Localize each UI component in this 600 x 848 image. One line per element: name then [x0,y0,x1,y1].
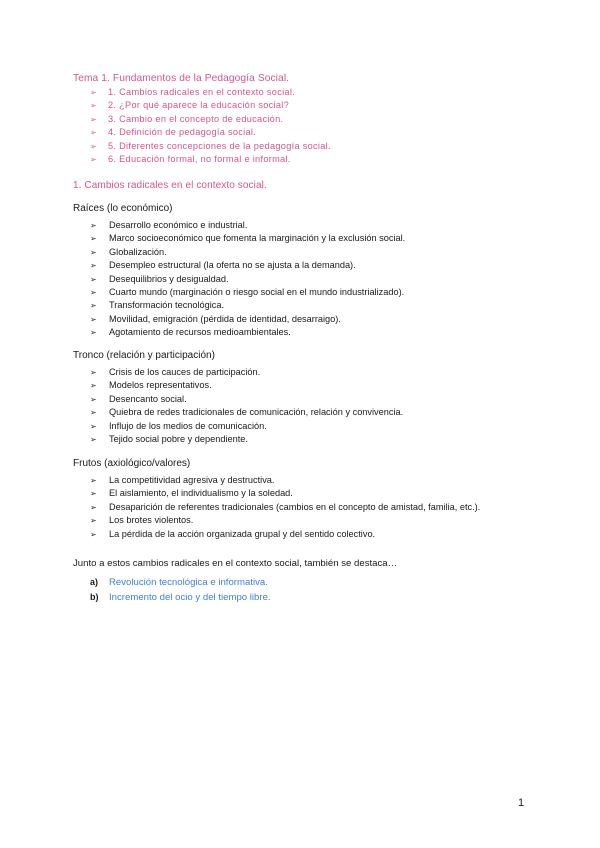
toc-item[interactable]: ➢ 6. Educación formal, no formal e informal. [90,153,331,166]
toc-list [90,86,331,166]
arrow-bullet-icon: ➢ [90,381,97,391]
list-item: ➢ Desarrollo económico e industrial. [90,219,405,232]
bullet-list-frutos [90,474,480,541]
list-item: ➢ Crisis de los cauces de participación. [90,366,403,379]
list-item: ➢ Globalización. [90,246,405,259]
list-item: ➢ La competitividad agresiva y destructiva. [90,474,480,487]
list-item: ➢ Los brotes violentos. [90,514,480,527]
arrow-bullet-icon: ➢ [90,155,98,165]
list-item: ➢ La pérdida de la acción organizada grupal y del sentido colectivo. [90,528,480,541]
arrow-bullet-icon: ➢ [90,301,97,311]
alpha-text: Incremento del ocio y del tiempo libre. [109,592,271,604]
list-item: ➢ Agotamiento de recursos medioambientales. [90,326,405,339]
toc-title: Tema 1. Fundamentos de la Pedagogía Social. [73,73,290,84]
list-item: ➢ Desencanto social. [90,393,403,406]
arrow-bullet-icon: ➢ [90,261,97,271]
arrow-bullet-icon: ➢ [90,141,98,151]
page-number: 1 [518,797,525,809]
section-title: 1. Cambios radicales en el contexto social. [73,180,267,191]
toc-item[interactable]: ➢ 1. Cambios radicales en el contexto social. [90,86,331,99]
group-title-tronco: Tronco (relación y participación) [73,350,215,361]
arrow-bullet-icon: ➢ [90,502,97,512]
group-title-frutos: Frutos (axiológico/valores) [73,458,191,469]
list-item: ➢ Transformación tecnológica. [90,299,405,312]
group-title-raices: Raíces (lo económico) [73,203,173,214]
arrow-bullet-icon: ➢ [90,128,98,138]
closing-paragraph: Junto a estos cambios radicales en el contexto social, también se destaca… [73,558,398,569]
arrow-bullet-icon: ➢ [90,476,97,485]
list-item: ➢ Tejido social pobre y dependiente. [90,433,403,446]
alpha-item [90,575,271,590]
arrow-bullet-icon: ➢ [90,529,97,539]
arrow-bullet-icon: ➢ [90,328,97,338]
alpha-list [90,575,271,605]
alpha-text: Revolución tecnológica e informativa. [109,577,268,588]
arrow-bullet-icon: ➢ [90,408,97,418]
arrow-bullet-icon: ➢ [90,368,97,377]
toc-item[interactable]: ➢ 2. ¿Por qué aparece la educación social? [90,99,331,112]
arrow-bullet-icon: ➢ [90,88,98,97]
bullet-list-tronco [90,366,403,446]
arrow-bullet-icon: ➢ [90,394,97,404]
list-item: ➢ Movilidad, emigración (pérdida de identidad, desarraigo). [90,313,405,326]
arrow-bullet-icon: ➢ [90,489,97,499]
list-item: ➢ Desempleo estructural (la oferta no se ajusta a la demanda). [90,259,405,272]
list-item: ➢ Marco socioeconómico que fomenta la marginación y la exclusión social. [90,232,405,245]
arrow-bullet-icon: ➢ [90,221,97,230]
list-item: ➢ Modelos representativos. [90,379,403,392]
list-item: ➢ Quiebra de redes tradicionales de comunicación, relación y convivencia. [90,406,403,419]
arrow-bullet-icon: ➢ [90,435,97,445]
list-item: ➢ Desaparición de referentes tradicionales (cambios en el concepto de amistad, familia, etc.). [90,501,480,514]
toc-item[interactable]: ➢ 3. Cambio en el concepto de educación. [90,113,331,126]
bullet-list-raices [90,219,405,340]
arrow-bullet-icon: ➢ [90,234,97,244]
list-item: ➢ Influjo de los medios de comunicación. [90,420,403,433]
arrow-bullet-icon: ➢ [90,516,97,526]
arrow-bullet-icon: ➢ [90,421,97,431]
arrow-bullet-icon: ➢ [90,288,97,298]
toc-item[interactable]: ➢ 4. Definición de pedagogía social. [90,126,331,139]
list-item: ➢ El aislamiento, el individualismo y la soledad. [90,487,480,500]
alpha-label: b) [90,592,99,603]
arrow-bullet-icon: ➢ [90,114,98,124]
list-item: ➢ Cuarto mundo (marginación o riesgo social en el mundo industrializado). [90,286,405,299]
arrow-bullet-icon: ➢ [90,247,97,257]
toc-item[interactable]: ➢ 5. Diferentes concepciones de la pedagogía social. [90,140,331,153]
alpha-label: a) [90,577,99,587]
arrow-bullet-icon: ➢ [90,101,98,111]
alpha-item [90,590,271,605]
arrow-bullet-icon: ➢ [90,314,97,324]
list-item: ➢ Desequilibrios y desigualdad. [90,273,405,286]
arrow-bullet-icon: ➢ [90,274,97,284]
